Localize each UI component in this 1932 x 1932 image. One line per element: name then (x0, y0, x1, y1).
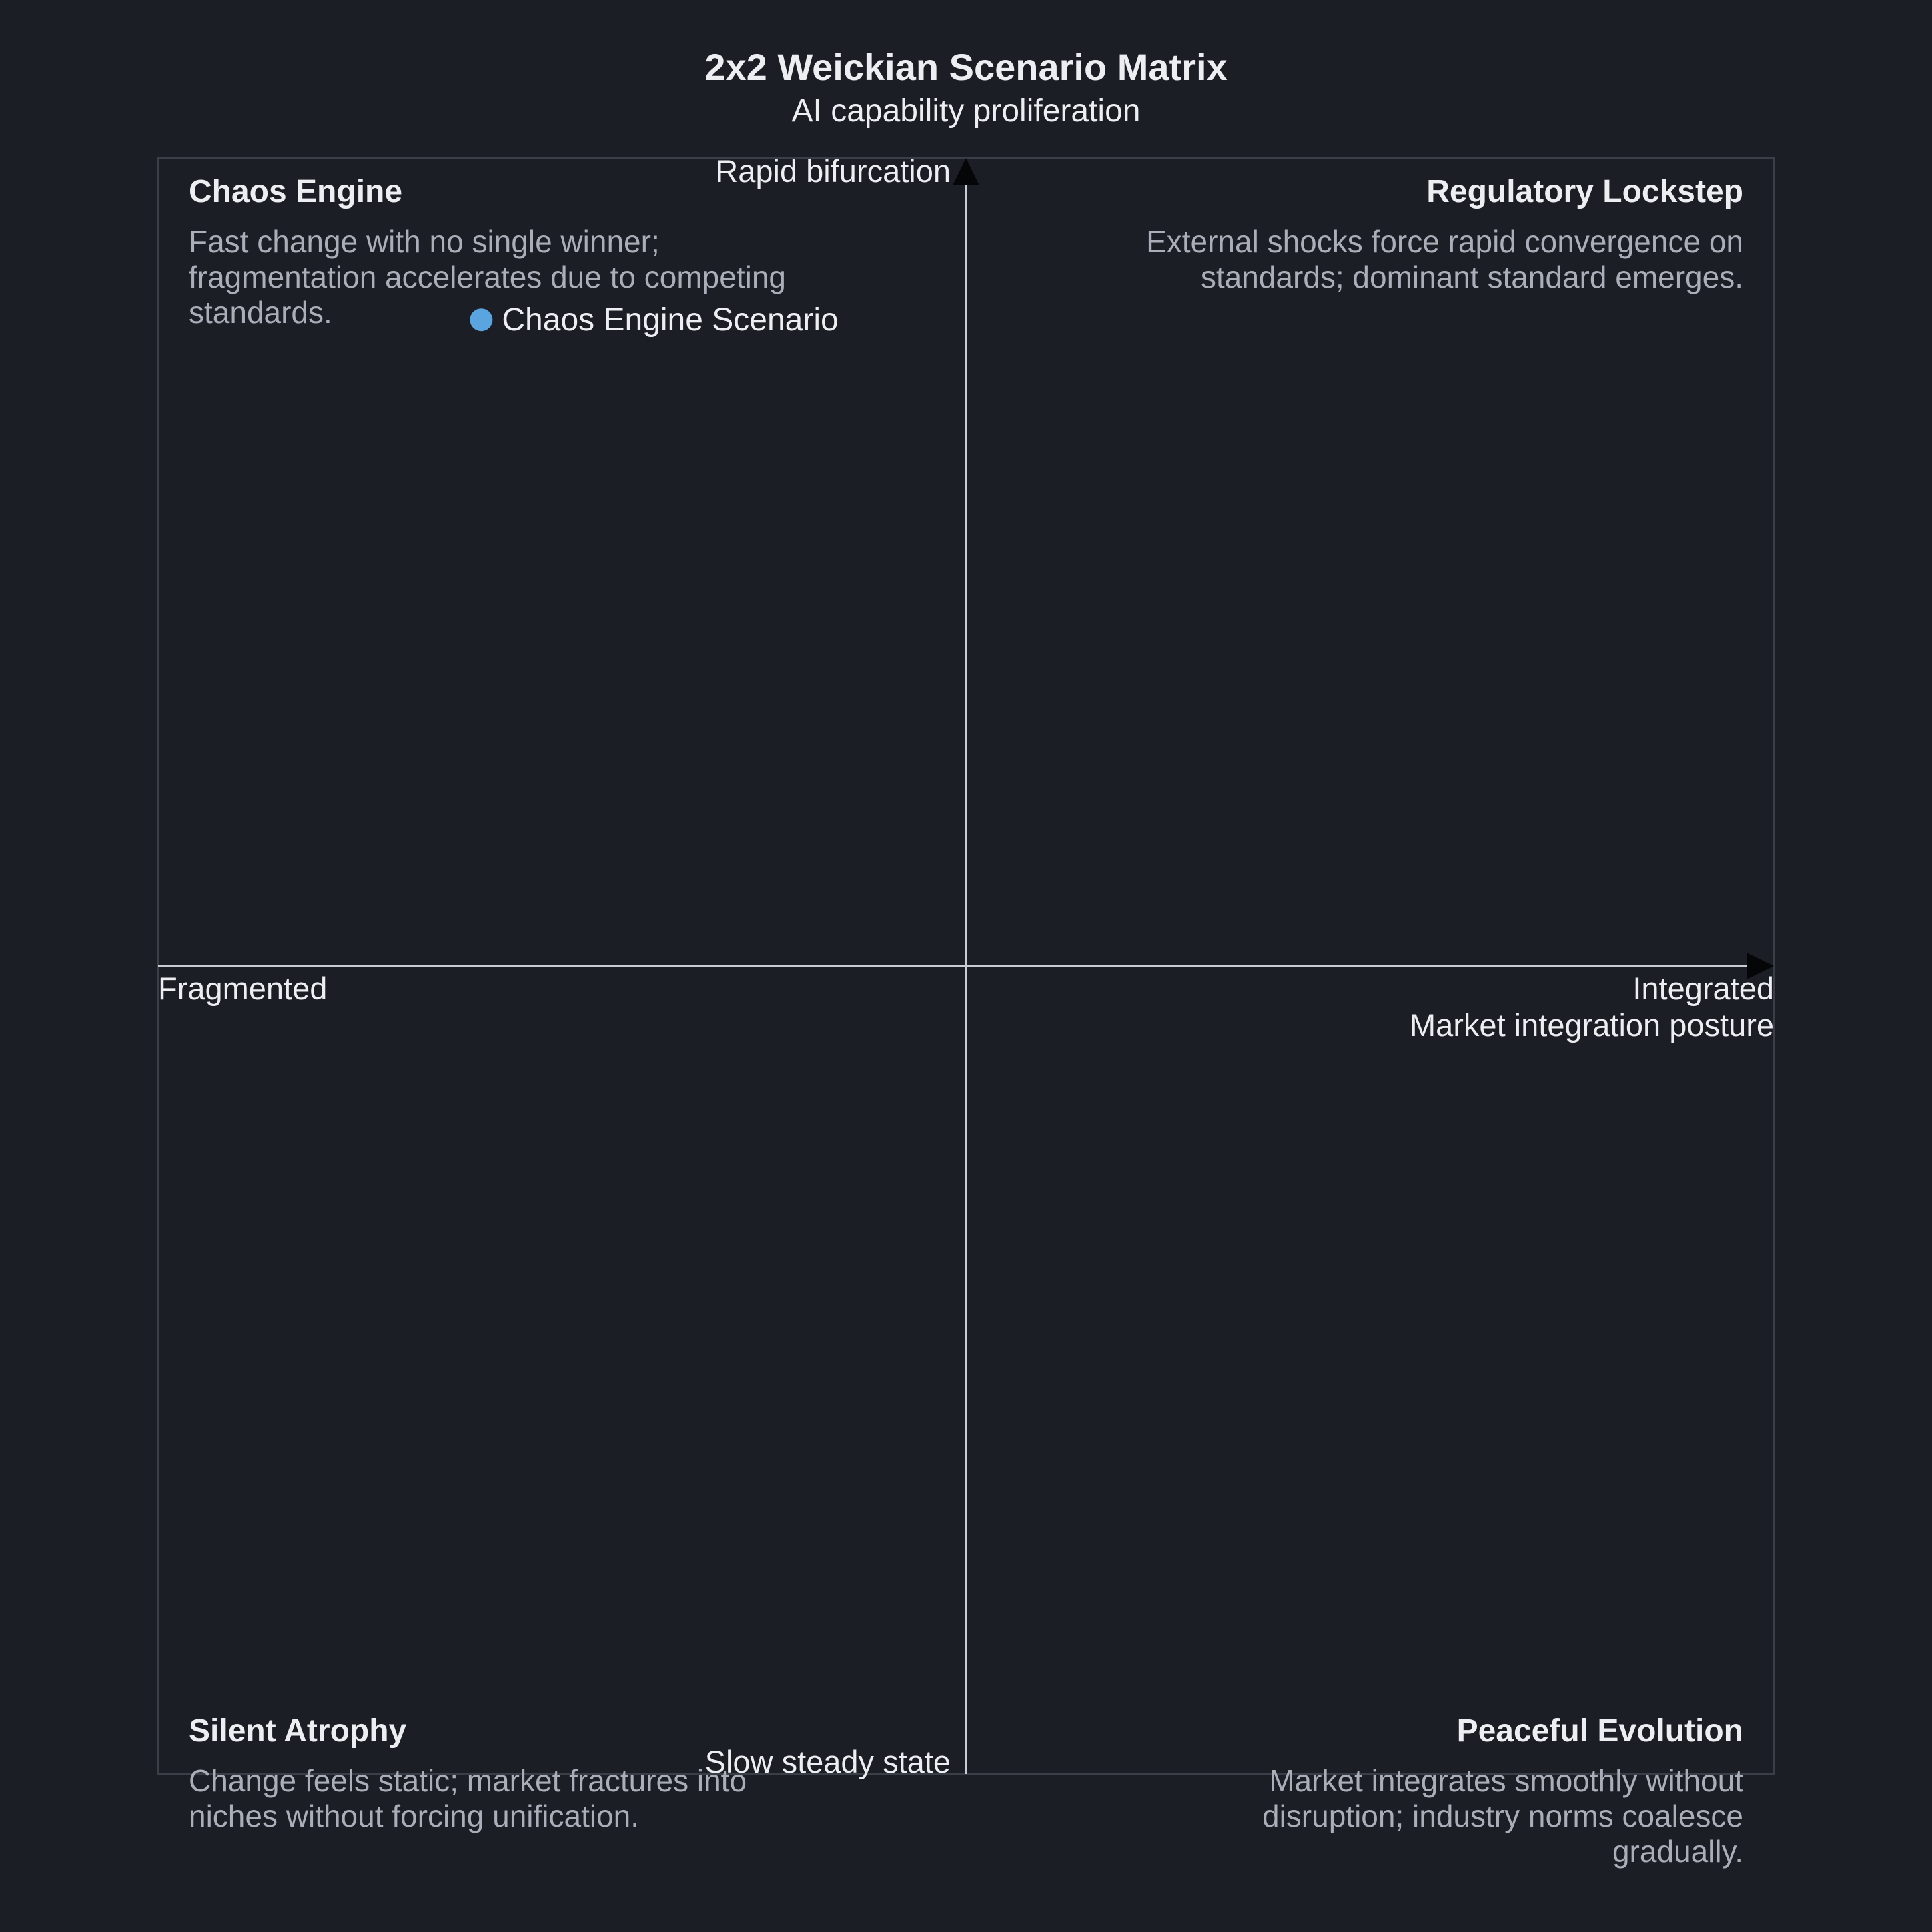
quadrant-description-line: Market integrates smoothly without (1269, 1763, 1743, 1798)
quadrant-description-line: External shocks force rapid convergence on (1146, 224, 1743, 259)
quadrant-bottom-right (1262, 1713, 1743, 1869)
quadrant-description-line: standards. (189, 295, 332, 330)
chart-title: 2x2 Weickian Scenario Matrix (704, 46, 1228, 88)
x-axis-title: Market integration posture (1409, 1007, 1774, 1043)
quadrant-description-line: Fast change with no single winner; (189, 224, 660, 259)
data-point[interactable] (470, 308, 492, 331)
data-point-layer (470, 302, 838, 338)
quadrant-description (189, 1763, 747, 1833)
x-axis-right-label: Integrated (1632, 971, 1774, 1006)
quadrant-title: Peaceful Evolution (1456, 1713, 1743, 1749)
quadrant-description (1146, 224, 1743, 294)
quadrant-description (1262, 1763, 1743, 1869)
quadrant-description-line: disruption; industry norms coalesce (1262, 1799, 1743, 1833)
quadrant-description-line: gradually. (1612, 1834, 1743, 1869)
quadrant-description-line: standards; dominant standard emerges. (1200, 260, 1743, 294)
quadrant-description-line: niches without forcing unification. (189, 1799, 640, 1833)
y-axis-arrowhead (953, 158, 979, 185)
y-axis-bottom-label: Slow steady state (704, 1744, 951, 1779)
quadrant-description-line: fragmentation accelerates due to competing (189, 260, 786, 294)
quadrant-bottom-left (189, 1713, 747, 1833)
y-axis-top-label: Rapid bifurcation (715, 153, 951, 189)
quadrant-title: Silent Atrophy (189, 1713, 407, 1749)
quadrant-top-right (1146, 174, 1743, 294)
quadrant-description-line: Change feels static; market fractures into (189, 1763, 747, 1798)
quadrant-title: Regulatory Lockstep (1426, 174, 1743, 209)
x-axis-left-label: Fragmented (158, 971, 328, 1006)
quadrant-title: Chaos Engine (189, 174, 403, 209)
chart-subtitle: AI capability proliferation (791, 93, 1141, 129)
data-point-label: Chaos Engine Scenario (502, 302, 839, 338)
